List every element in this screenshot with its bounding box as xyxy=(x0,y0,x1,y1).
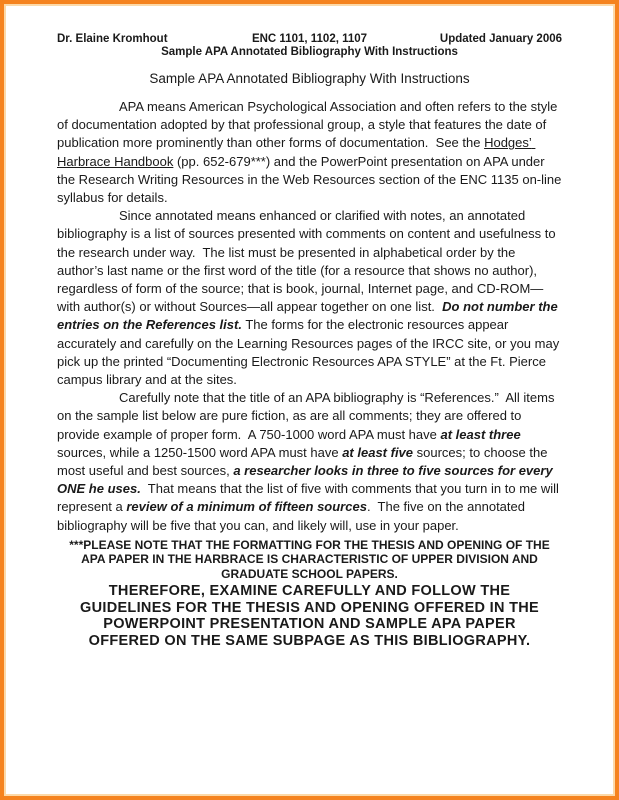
header-course: ENC 1101, 1102, 1107 xyxy=(251,33,368,45)
header xyxy=(57,33,562,59)
document-body xyxy=(57,98,565,535)
note-guidelines: THEREFORE, EXAMINE CAREFULLY AND FOLLOW THE GUIDELINES FOR THE THESIS AND OPENING OFFERED IN THE POWERPOINT PRESENTATION AND SAMPLE APA PAPER OFFERED ON THE SAME SUBPAGE AS THIS BIBLIOGRAPHY. xyxy=(80,583,544,649)
header-updated: Updated January 2006 xyxy=(439,33,563,45)
page-content xyxy=(4,4,615,796)
header-author: Dr. Elaine Kromhout xyxy=(57,33,168,45)
note-formatting: ***PLEASE NOTE THAT THE FORMATTING FOR THE THESIS AND OPENING OF THE APA PAPER IN THE HARBRACE IS CHARACTERISTIC OF UPPER DIVISION AND GRADUATE SCHOOL PAPERS. xyxy=(69,537,553,581)
header-subtitle: Sample APA Annotated Bibliography With Instructions xyxy=(161,46,458,58)
document-title: Sample APA Annotated Bibliography With Instructions xyxy=(149,71,470,86)
paragraph-annotated-definition: Since annotated means enhanced or clarified with notes, an annotated bibliography is a list of sources presented with comments on content and usefulness to the research under way. The list must be presented in alphabetical order by the author’s last name or the first word of the title (for a resource that shows no author), regardless of form of the source; that is book, journal, Internet page, and CD-ROM—with author(s) or without Sources—all appear together on one list. Do not number the entries on the References list. The forms for the electronic resources appear accurately and carefully on the Learning Resources pages of the IRCC site, or you may pick up the printed “Documenting Electronic Resources APA STYLE” at the Ft. Pierce campus library and at the sites. xyxy=(57,208,563,388)
paragraph-apa-definition: APA means American Psychological Association and often refers to the style of documentation adopted by that professional group, a style that features the date of publication more prominently than other forms of documentation. See the Hodges’ Harbrace Handbook (pp. 652-679***) and the PowerPoint presentation on APA under the Research Writing Resources in the Web Resources section of the ENC 1135 on-line syllabus for details. xyxy=(57,99,565,206)
header-row xyxy=(57,33,562,46)
paragraph-references-guidance: Carefully note that the title of an APA bibliography is “References.” All items on the sample list below are pure fiction, as are all comments; they are offered to provide example of proper form. A 750-1000 word APA must have at least three sources, while a 1250-1500 word APA must have at least five sources; to choose the most useful and best sources, a researcher looks in three to five sources for every ONE he uses. That means that the list of five with comments that you turn in to me will represent a review of a minimum of fifteen sources. The five on the annotated bibliography will be five that you can, and likely will, use in your paper. xyxy=(57,390,563,533)
